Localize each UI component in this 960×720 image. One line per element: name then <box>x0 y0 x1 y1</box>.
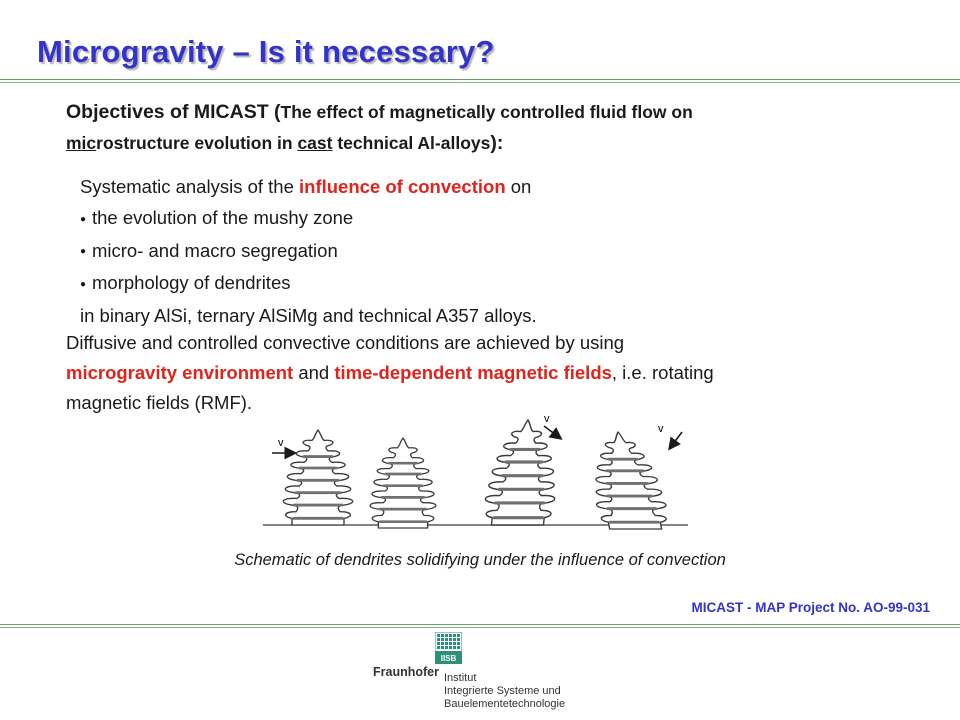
diffusive-line-2 <box>66 358 906 388</box>
slide-title: Microgravity – Is it necessary? <box>37 34 495 69</box>
objectives-line-1 <box>66 97 926 128</box>
analysis-block <box>80 171 900 331</box>
analysis-bullet-text: micro- and macro segregation <box>92 239 338 261</box>
objectives-heading <box>66 97 926 159</box>
iisb-logo-icon <box>435 632 462 664</box>
analysis-intro-b: on <box>505 176 532 197</box>
logo-institute-line: Bauelementetechnologie <box>444 698 566 710</box>
flow-arrow-left-icon <box>272 437 294 453</box>
logo-fraunhofer: Fraunhofer <box>373 665 439 679</box>
bottom-divider-secondary <box>0 627 960 628</box>
dendrite-convective-right <box>583 432 670 529</box>
bullet-dot-icon: ● <box>80 246 87 258</box>
fraunhofer-iisb-logo <box>373 632 573 717</box>
bottom-divider <box>0 624 960 625</box>
diffusive-line-3: magnetic fields (RMF). <box>66 392 253 413</box>
logo-institute-line: Institut <box>444 672 477 684</box>
objectives-mic: mic <box>66 133 97 153</box>
figure-caption: Schematic of dendrites solidifying under the influence of convection <box>234 551 726 569</box>
analysis-intro-highlight: influence of convection <box>299 176 506 197</box>
top-divider-secondary <box>0 82 960 83</box>
objectives-line-2 <box>66 128 926 159</box>
analysis-intro <box>80 171 900 202</box>
objectives-subtitle-1: The effect of magnetically controlled fluid flow on <box>280 102 693 122</box>
analysis-intro-a: Systematic analysis of the <box>80 176 300 197</box>
objectives-rest: technical Al-alloys <box>332 133 491 153</box>
diffusive-highlight-magnetic: time-dependent magnetic fields <box>334 362 612 383</box>
velocity-label: v <box>544 413 550 425</box>
logo-institute-line: Integrierte Systeme und <box>444 685 561 697</box>
diffusive-highlight-microgravity: microgravity environment <box>66 362 294 383</box>
analysis-bullet-text: morphology of dendrites <box>92 272 291 294</box>
velocity-label: v <box>278 437 284 449</box>
flow-arrow-middle-icon <box>544 413 560 438</box>
objectives-lead: Objectives of MICAST ( <box>66 101 281 123</box>
analysis-bullet-2 <box>80 235 900 268</box>
bullet-dot-icon: ● <box>80 278 87 290</box>
analysis-bullet-text: the evolution of the mushy zone <box>92 207 354 228</box>
diffusive-rotating: , i.e. rotating <box>611 362 714 383</box>
bullet-dot-icon: ● <box>80 213 87 225</box>
objectives-cast: cast <box>297 133 333 153</box>
analysis-bullet-3 <box>80 267 900 300</box>
project-number: MICAST - MAP Project No. AO-99-031 <box>691 600 930 615</box>
diffusive-line-1: Diffusive and controlled convective conditions are achieved by using <box>66 332 625 353</box>
dendrite-still-left <box>283 430 352 525</box>
diffusive-paragraph <box>66 328 906 418</box>
diffusive-and: and <box>293 362 335 383</box>
analysis-bullet-1 <box>80 202 900 235</box>
top-divider <box>0 79 960 80</box>
objectives-rostructure: rostructure evolution in <box>96 133 298 153</box>
dendrite-convective-left <box>483 420 563 525</box>
analysis-closing: in binary AlSi, ternary AlSiMg and technical A357 alloys. <box>80 304 537 326</box>
dendrite-still-right <box>370 438 436 528</box>
iisb-mark-text: IISB <box>440 654 457 663</box>
velocity-label: v <box>658 423 664 435</box>
dendrite-schematic <box>258 410 698 535</box>
objectives-close: ): <box>490 132 504 154</box>
flow-arrow-right-icon <box>658 423 682 448</box>
logo-institute <box>444 672 565 711</box>
